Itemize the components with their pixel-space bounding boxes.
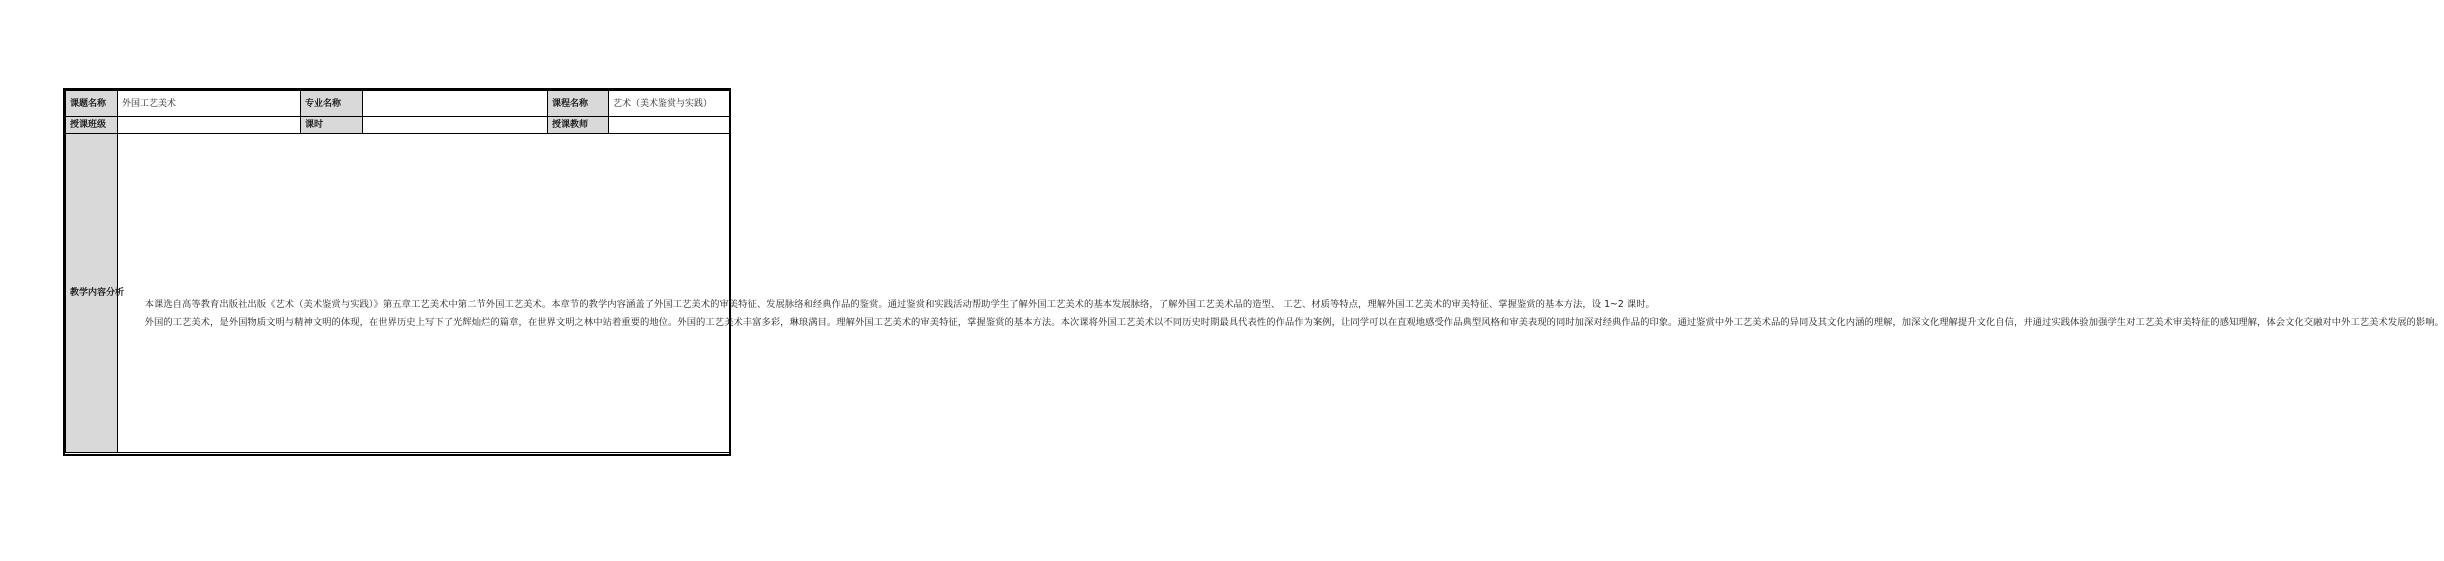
subject-name-value: 艺术（美术鉴赏与实践） xyxy=(609,91,730,117)
header-row-course xyxy=(66,91,730,117)
subject-name-label: 课程名称 xyxy=(548,91,609,117)
analysis-content xyxy=(122,255,2444,332)
major-name-label: 专业名称 xyxy=(301,91,363,117)
lesson-plan-sheet xyxy=(63,88,2444,456)
lesson-plan-table xyxy=(65,90,2444,453)
major-name-value xyxy=(363,91,548,117)
analysis-paragraph-2: 外国的工艺美术，是外国物质文明与精神文明的体现，在世界历史上写下了光辉灿烂的篇章，在世界文明之林中站着重要的地位。外国的工艺美术丰富多彩，琳琅满目。理解外国工艺美术的审美特征，掌握鉴赏的基本方法。本次课将外国工艺美术以不同历史时期最具代表性的作品作为案例，让同学可以在直观地感受作品典型风格和审美表现的同时加深对经典作品的印象。通过鉴赏中外工艺美术品的异同及其文化内涵的理解，加深文化理解提升文化自信，并通过实践体验加强学生对工艺美术审美特征的感知理解，体会文化交融对中外工艺美术发展的影响。 xyxy=(144,316,2444,328)
class-value xyxy=(118,117,301,134)
analysis-row xyxy=(66,134,730,453)
course-name-value: 外国工艺美术 xyxy=(118,91,301,117)
analysis-paragraph-1: 本课选自高等教育出版社出版《艺术（美术鉴赏与实践）》第五章工艺美术中第二节外国工艺美术。本章节的教学内容涵盖了外国工艺美术的审美特征、发展脉络和经典作品的鉴赏。通过鉴赏和实践活动帮助学生了解外国工艺美术的基本发展脉络，了解外国工艺美术品的造型、 工艺、材质等特点，理解外国工艺美术的审美特征、掌握鉴赏的基本方法，设 1~2 课时。 xyxy=(144,298,1655,310)
header-row-class xyxy=(66,117,730,134)
teacher-value xyxy=(609,117,730,134)
hours-value xyxy=(363,117,548,134)
hours-label: 课时 xyxy=(301,117,363,134)
teacher-label: 授课教师 xyxy=(548,117,609,134)
analysis-label: 教学内容分析 xyxy=(66,134,118,453)
analysis-body xyxy=(118,134,2444,453)
class-label: 授课班级 xyxy=(66,117,118,134)
course-name-label: 课题名称 xyxy=(66,91,118,117)
